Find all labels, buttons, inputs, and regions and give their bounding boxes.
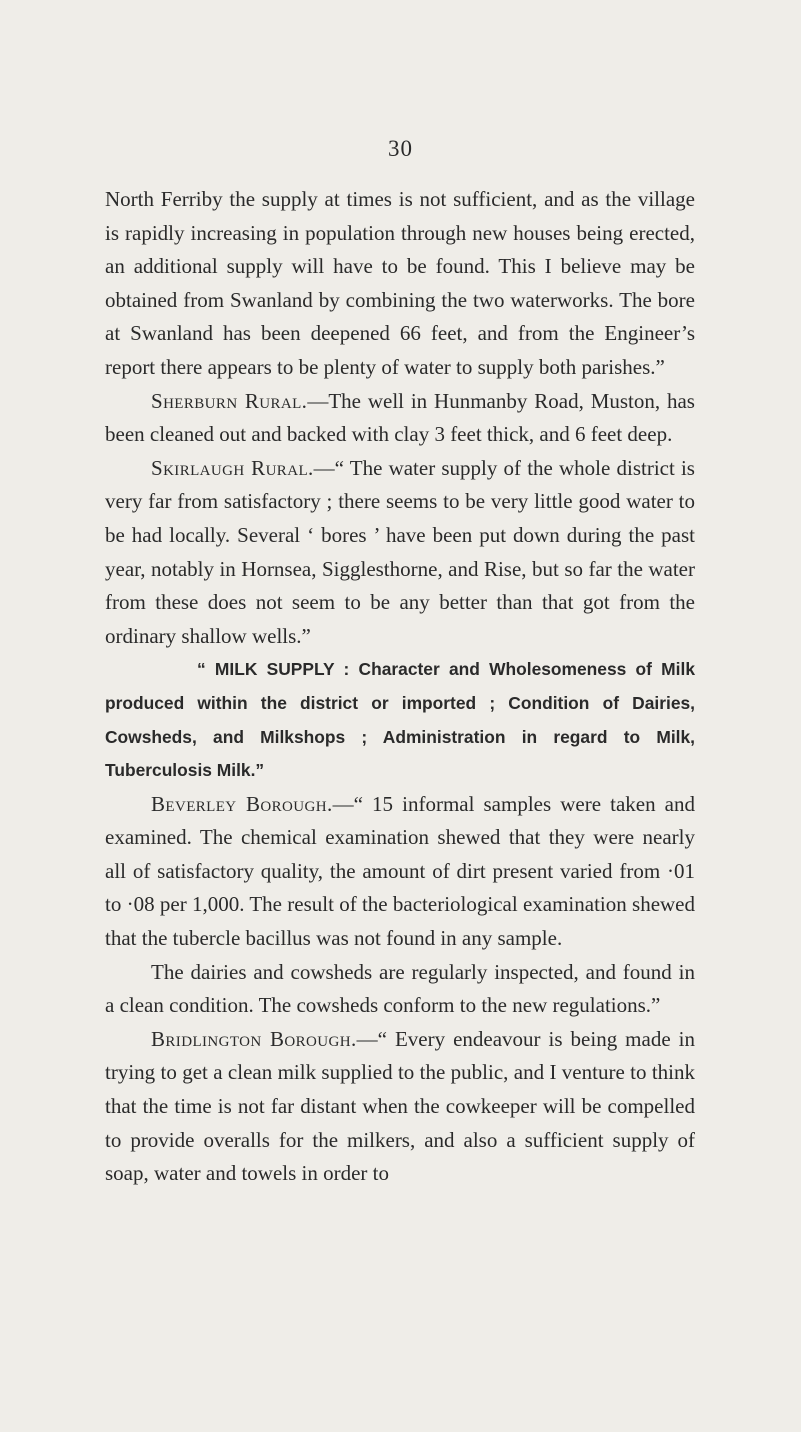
district-name: Beverley Borough. xyxy=(151,791,333,816)
paragraph-sherburn-rural xyxy=(105,385,695,452)
heading-text: “ MILK SUPPLY : Character and Wholesomeness of Milk produced within the district or imported ; Condition of Dairies, Cowsheds, and Milkshops ; Administration in regard to Milk, Tuberculosis Milk.” xyxy=(105,659,695,781)
district-name: Bridlington Borough. xyxy=(151,1026,357,1051)
paragraph-text: —“ Every endeavour is being made in trying to get a clean milk supplied to the public, and I venture to think that the time is not far distant when the cowkeeper will be compelled to provide overalls for the milkers, and also a sufficient supply of soap, water and towels in order to xyxy=(105,1026,695,1186)
paragraph-beverley-borough xyxy=(105,788,695,956)
paragraph-text: —The well in Hunmanby Road, Muston, has been cleaned out and backed with clay 3 feet thick, and 6 feet deep. xyxy=(105,388,695,447)
paragraph-dairies: The dairies and cowsheds are regularly inspected, and found in a clean condition. The cowsheds conform to the new regulations.” xyxy=(105,959,695,1018)
district-name: Sherburn Rural. xyxy=(151,388,308,413)
paragraph-bridlington-borough xyxy=(105,1023,695,1191)
body-text xyxy=(105,183,695,1191)
paragraph-text: —“ 15 informal samples were taken and examined. The chemical examination shewed that they were nearly all of satisfactory quality, the amount of dirt present varied from ·01 to ·08 per 1,000. The result of the bacteriological examination shewed that the tubercle bacillus was not found in any sample. xyxy=(105,791,695,951)
district-name: Skirlaugh Rural. xyxy=(151,455,314,480)
page-number: 30 xyxy=(388,136,413,161)
paragraph-skirlaugh-rural xyxy=(105,452,695,654)
paragraph-north-ferriby: North Ferriby the supply at times is not sufficient, and as the village is rapidly increasing in population through new houses being erected, an additional supply will have to be found. This I believe may be obtained from Swanland by combining the two waterworks. The bore at Swanland has been deepened 66 feet, and from the Engineer’s report there appears to be plenty of water to supply both parishes.” xyxy=(105,187,695,379)
milk-supply-heading xyxy=(105,653,695,787)
paragraph-text: —“ The water supply of the whole district is very far from satisfactory ; there seems to be very little good water to be had locally. Several ‘ bores ’ have been put down during the past year, notably in Hornsea, Sigglesthorne, and Rise, but so far the water from these does not seem to be any better than that got from the ordinary shallow wells.” xyxy=(105,455,695,648)
